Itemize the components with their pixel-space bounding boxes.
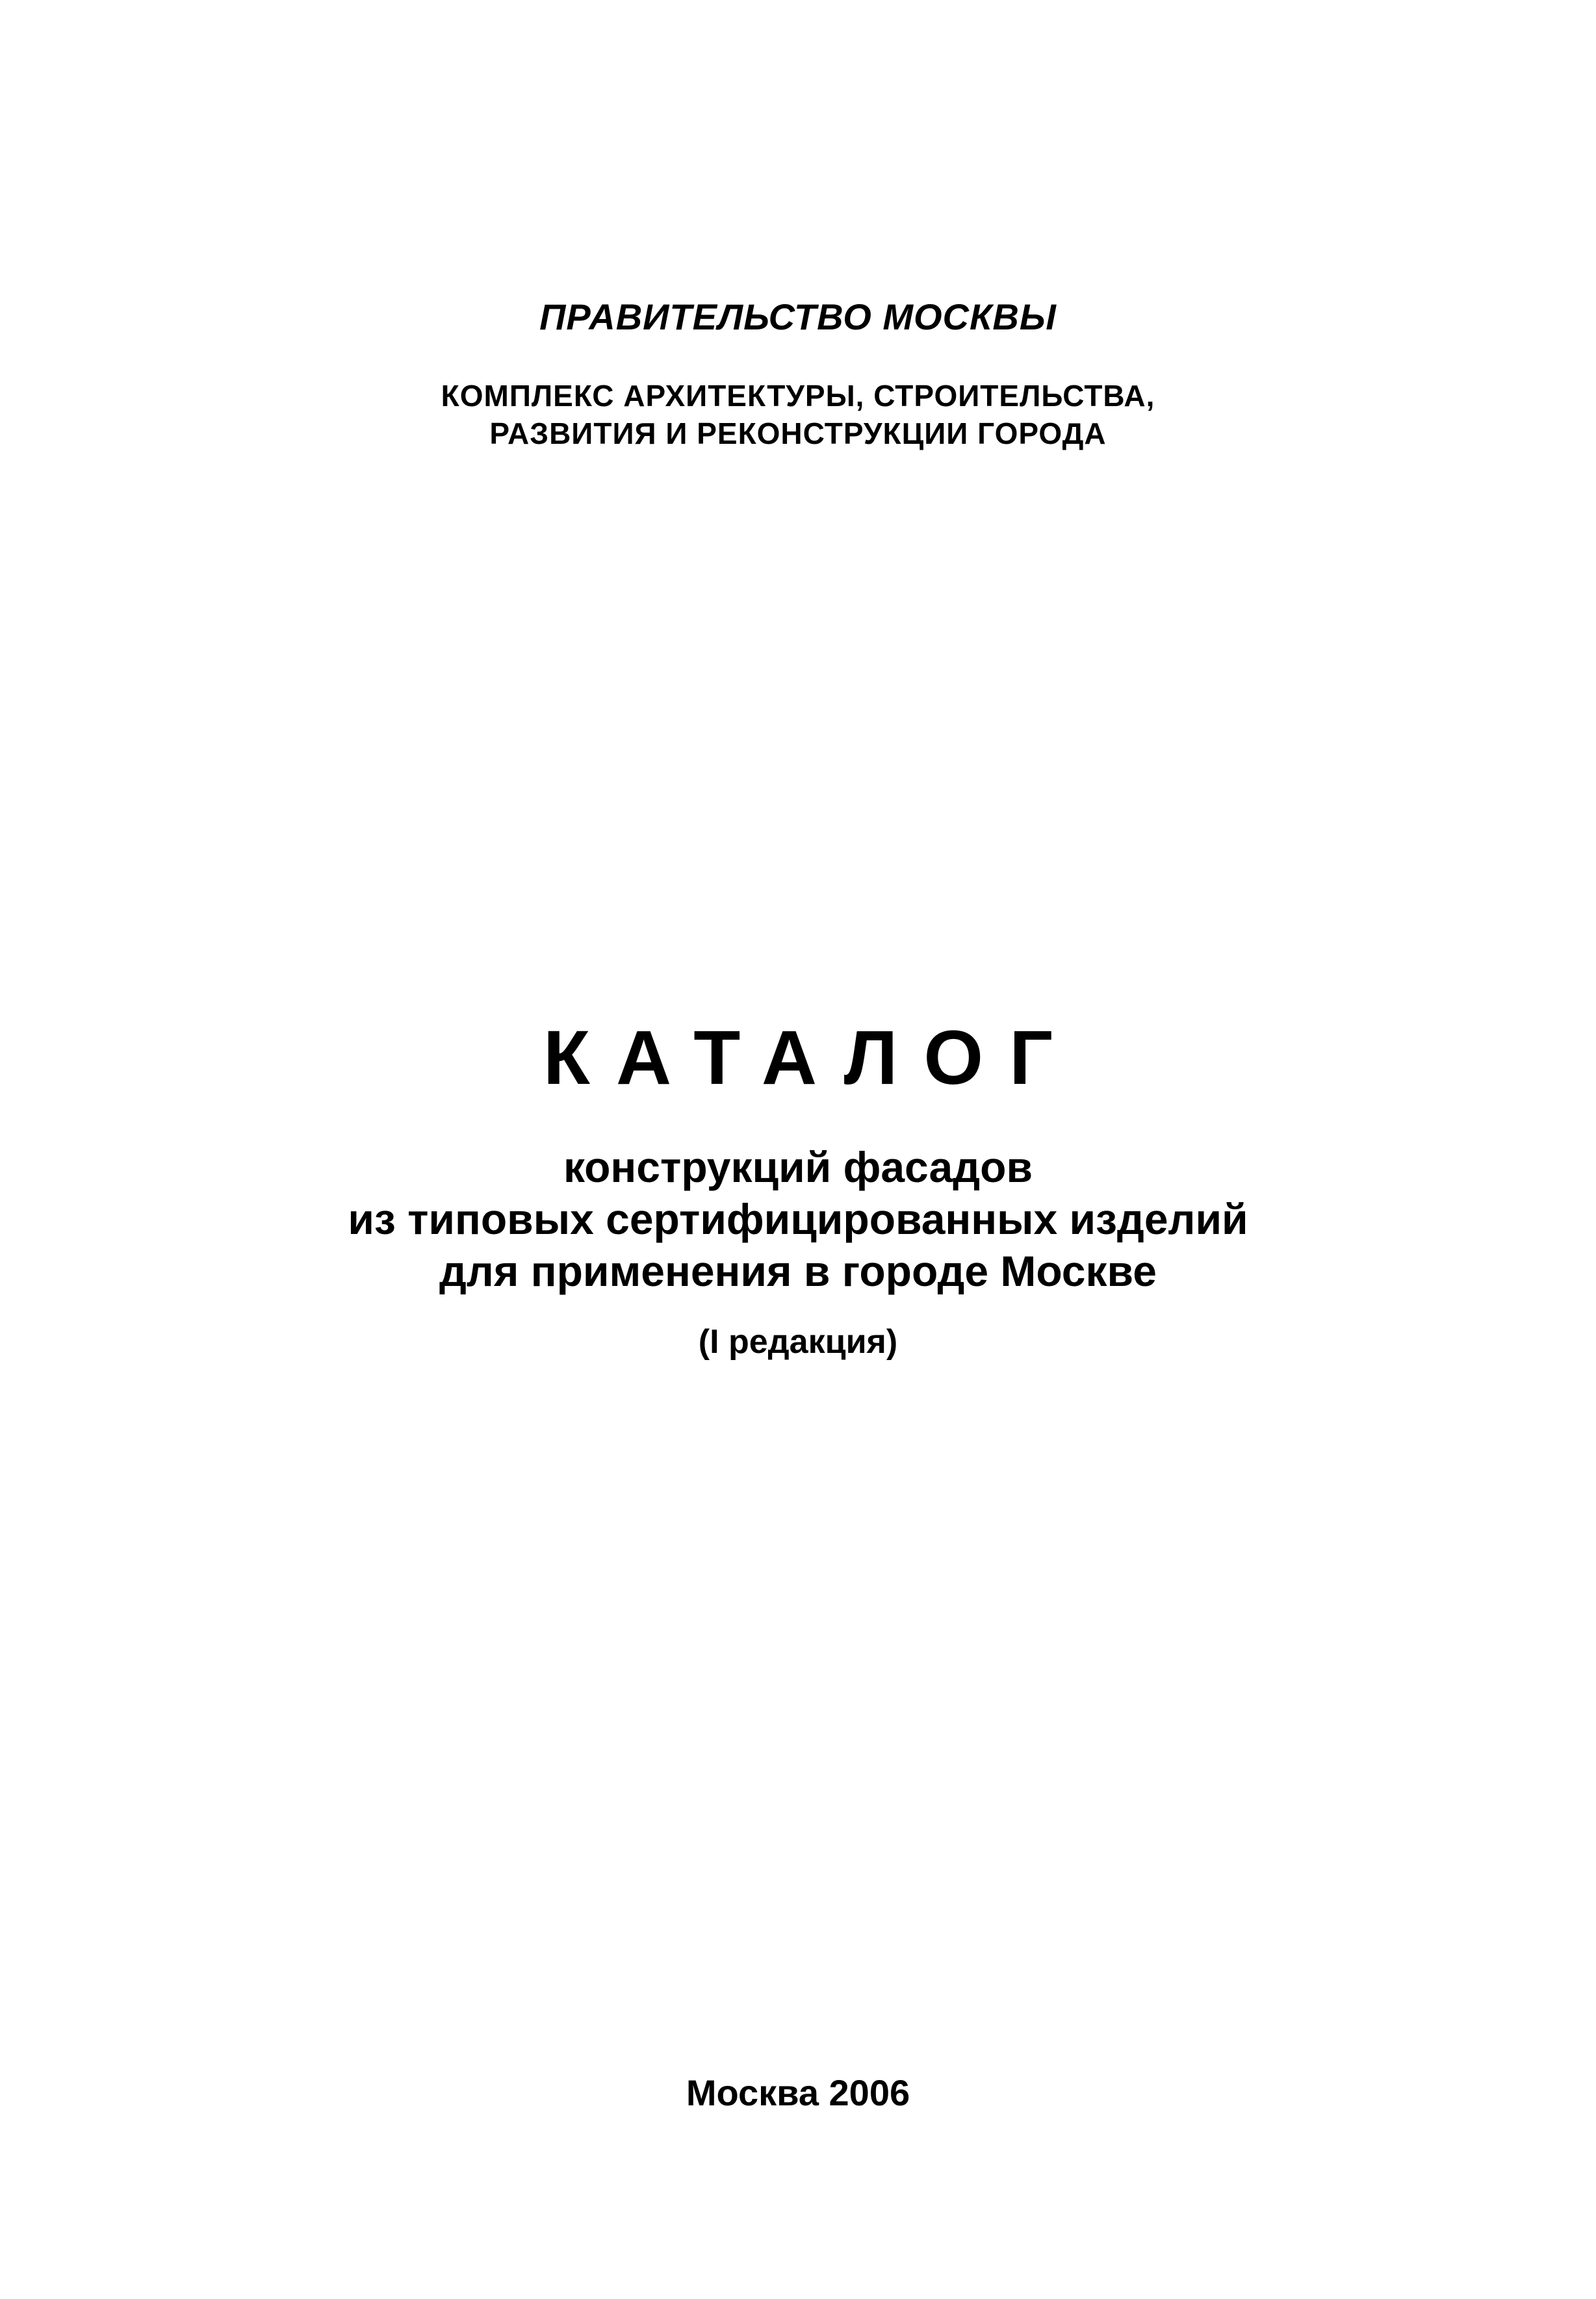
document-title: КАТАЛОГ (543, 1015, 1079, 1101)
document-subtitle-line-2: из типовых сертифицированных изделий (348, 1195, 1248, 1243)
document-subtitle-line-1: конструкций фасадов (563, 1143, 1033, 1191)
city-and-year: Москва 2006 (686, 2072, 910, 2113)
document-subtitle-line-3: для применения в городе Москве (439, 1247, 1157, 1295)
complex-name-line-2: РАЗВИТИЯ И РЕКОНСТРУКЦИИ ГОРОДА (489, 417, 1107, 450)
government-name: ПРАВИТЕЛЬСТВО МОСКВЫ (539, 296, 1057, 337)
complex-name-line-1: КОМПЛЕКС АРХИТЕКТУРЫ, СТРОИТЕЛЬСТВА, (441, 379, 1155, 413)
edition-label: (I редакция) (698, 1323, 898, 1361)
